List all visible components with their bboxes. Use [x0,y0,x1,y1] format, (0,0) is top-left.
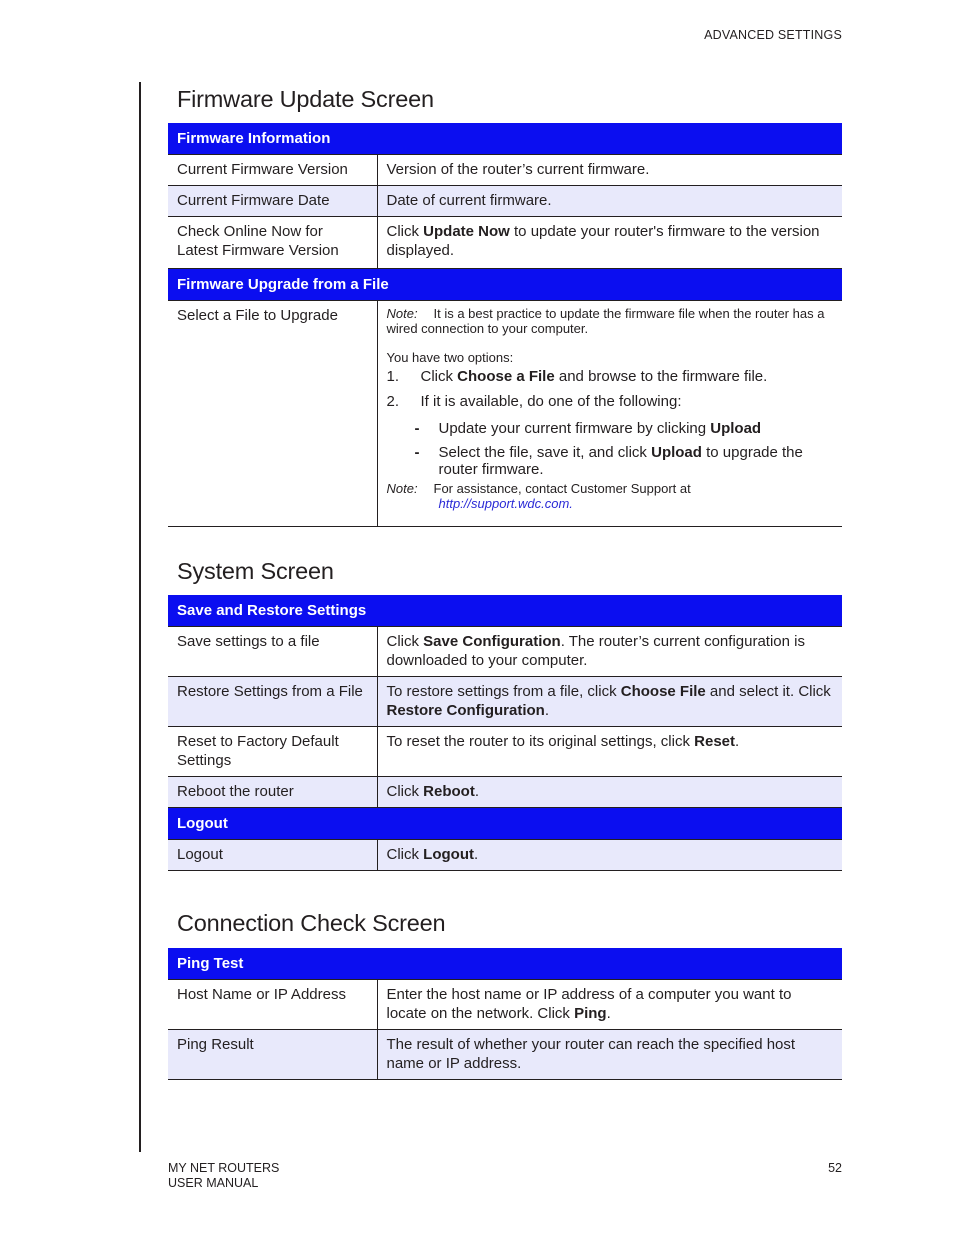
ui-term: Logout [423,846,474,863]
logout-header-label: Logout [168,808,842,840]
footer-line: USER MANUAL [168,1176,259,1190]
text-run: Click [386,783,424,800]
running-head: ADVANCED SETTINGS [704,28,842,42]
row-value [377,677,842,727]
dash-bullet: - [414,444,420,461]
row-key-line: Check Online Now for [177,223,323,240]
system-table [168,595,842,871]
table-row [168,1030,842,1080]
text-run: . [544,702,550,719]
text-run: To reset the router to its original settings, click [386,733,695,750]
note-label: Note: [386,306,418,321]
ui-term: Reset [694,733,735,750]
text-run: Select the file, save it, and click [438,444,652,461]
text-run: Click [386,633,424,650]
firmware-upgrade-header-label: Firmware Upgrade from a File [168,269,842,301]
text-run: Click [386,846,424,863]
text-run: Update your current firmware by clicking [438,420,711,437]
note-support [387,481,835,517]
ui-term: Choose a File [457,368,555,385]
note-text: It is a best practice to update the firmware file when the router has a wired connection to your computer. [386,306,825,336]
text-run: . [473,846,479,863]
row-key: Current Firmware Date [168,186,377,217]
table-row [168,186,842,217]
ui-term: Reboot [423,783,475,800]
list-number: 2. [386,393,400,410]
note-label: Note: [386,481,418,496]
list-item [387,367,835,386]
list-text [421,367,768,386]
row-key: Reboot the router [168,777,377,808]
firmware-info-header-label: Firmware Information [168,123,842,155]
row-value [377,840,842,871]
row-value: Version of the router’s current firmware. [377,155,842,186]
ui-term: Restore Configuration [386,702,545,719]
ping-test-header-label: Ping Test [168,948,842,980]
row-key-line: Settings [177,752,232,769]
row-key [168,217,377,269]
row-key: Host Name or IP Address [168,980,377,1030]
ui-term: Update Now [423,223,510,240]
save-restore-header [168,595,842,627]
row-value [377,727,842,777]
ping-test-header [168,948,842,980]
row-value: Date of current firmware. [377,186,842,217]
list-number: 1. [386,368,400,385]
table-row [168,777,842,808]
row-value [377,301,842,527]
text-run: To restore settings from a file, click [386,683,621,700]
sub-list-item [387,444,835,478]
table-row [168,727,842,777]
row-value [377,217,842,269]
sub-list-item [387,419,835,438]
text-run: . The router’s current configuration is downloaded to your computer. [386,633,805,669]
options-intro: You have two options: [386,350,514,365]
ui-term: Choose File [620,683,706,700]
text-run: . [474,783,480,800]
list-text [439,444,835,478]
text-run: . [735,733,740,750]
row-key: Logout [168,840,377,871]
list-text [439,419,762,438]
text-run: . [606,1005,611,1022]
text-run: Click [420,368,458,385]
save-restore-header-label: Save and Restore Settings [168,595,842,627]
row-value [377,980,842,1030]
row-key-line: Latest Firmware Version [177,242,339,259]
row-value [377,777,842,808]
text-run: to update your router's firmware to the version displayed. [386,223,820,259]
left-margin-rule [139,82,141,1152]
table-row [168,677,842,727]
dash-bullet: - [414,420,420,437]
support-link[interactable]: http://support.wdc.com. [438,496,573,511]
table-row [168,217,842,269]
row-value [377,627,842,677]
ui-term: Ping [574,1005,607,1022]
text-run: Click [386,223,424,240]
page-number: 52 [828,1161,842,1175]
firmware-upgrade-header [168,269,842,301]
row-key-line: Reset to Factory Default [177,733,339,750]
footer-manual-title [168,1161,279,1191]
table-row [168,301,842,527]
firmware-table [168,123,842,527]
table-row [168,840,842,871]
table-row [168,627,842,677]
note-text: For assistance, contact Customer Support at [433,481,691,496]
system-section-title: System Screen [177,558,334,584]
text-run: Enter the host name or IP address of a computer you want to locate on the network. Click [386,986,792,1022]
list-text: If it is available, do one of the following: [420,393,682,410]
note-best-practice [387,306,835,336]
row-key: Save settings to a file [168,627,377,677]
text-run: and select it. Click [705,683,831,700]
ui-term: Save Configuration [423,633,561,650]
ui-term: Upload [651,444,702,461]
connection-section-title: Connection Check Screen [177,910,446,936]
table-row [168,155,842,186]
row-key: Current Firmware Version [168,155,377,186]
row-key [168,727,377,777]
text-run: to upgrade the router firmware. [438,444,803,478]
row-key: Restore Settings from a File [168,677,377,727]
logout-header [168,808,842,840]
firmware-info-header [168,123,842,155]
text-run: and browse to the firmware file. [554,368,768,385]
row-key: Select a File to Upgrade [168,301,377,527]
row-key: Ping Result [168,1030,377,1080]
firmware-section-title: Firmware Update Screen [177,86,434,112]
list-item [387,392,835,411]
table-row [168,980,842,1030]
footer-line: MY NET ROUTERS [168,1161,280,1175]
ui-term: Upload [710,420,762,437]
connection-table [168,948,842,1080]
row-value: The result of whether your router can reach the specified host name or IP address. [377,1030,842,1080]
